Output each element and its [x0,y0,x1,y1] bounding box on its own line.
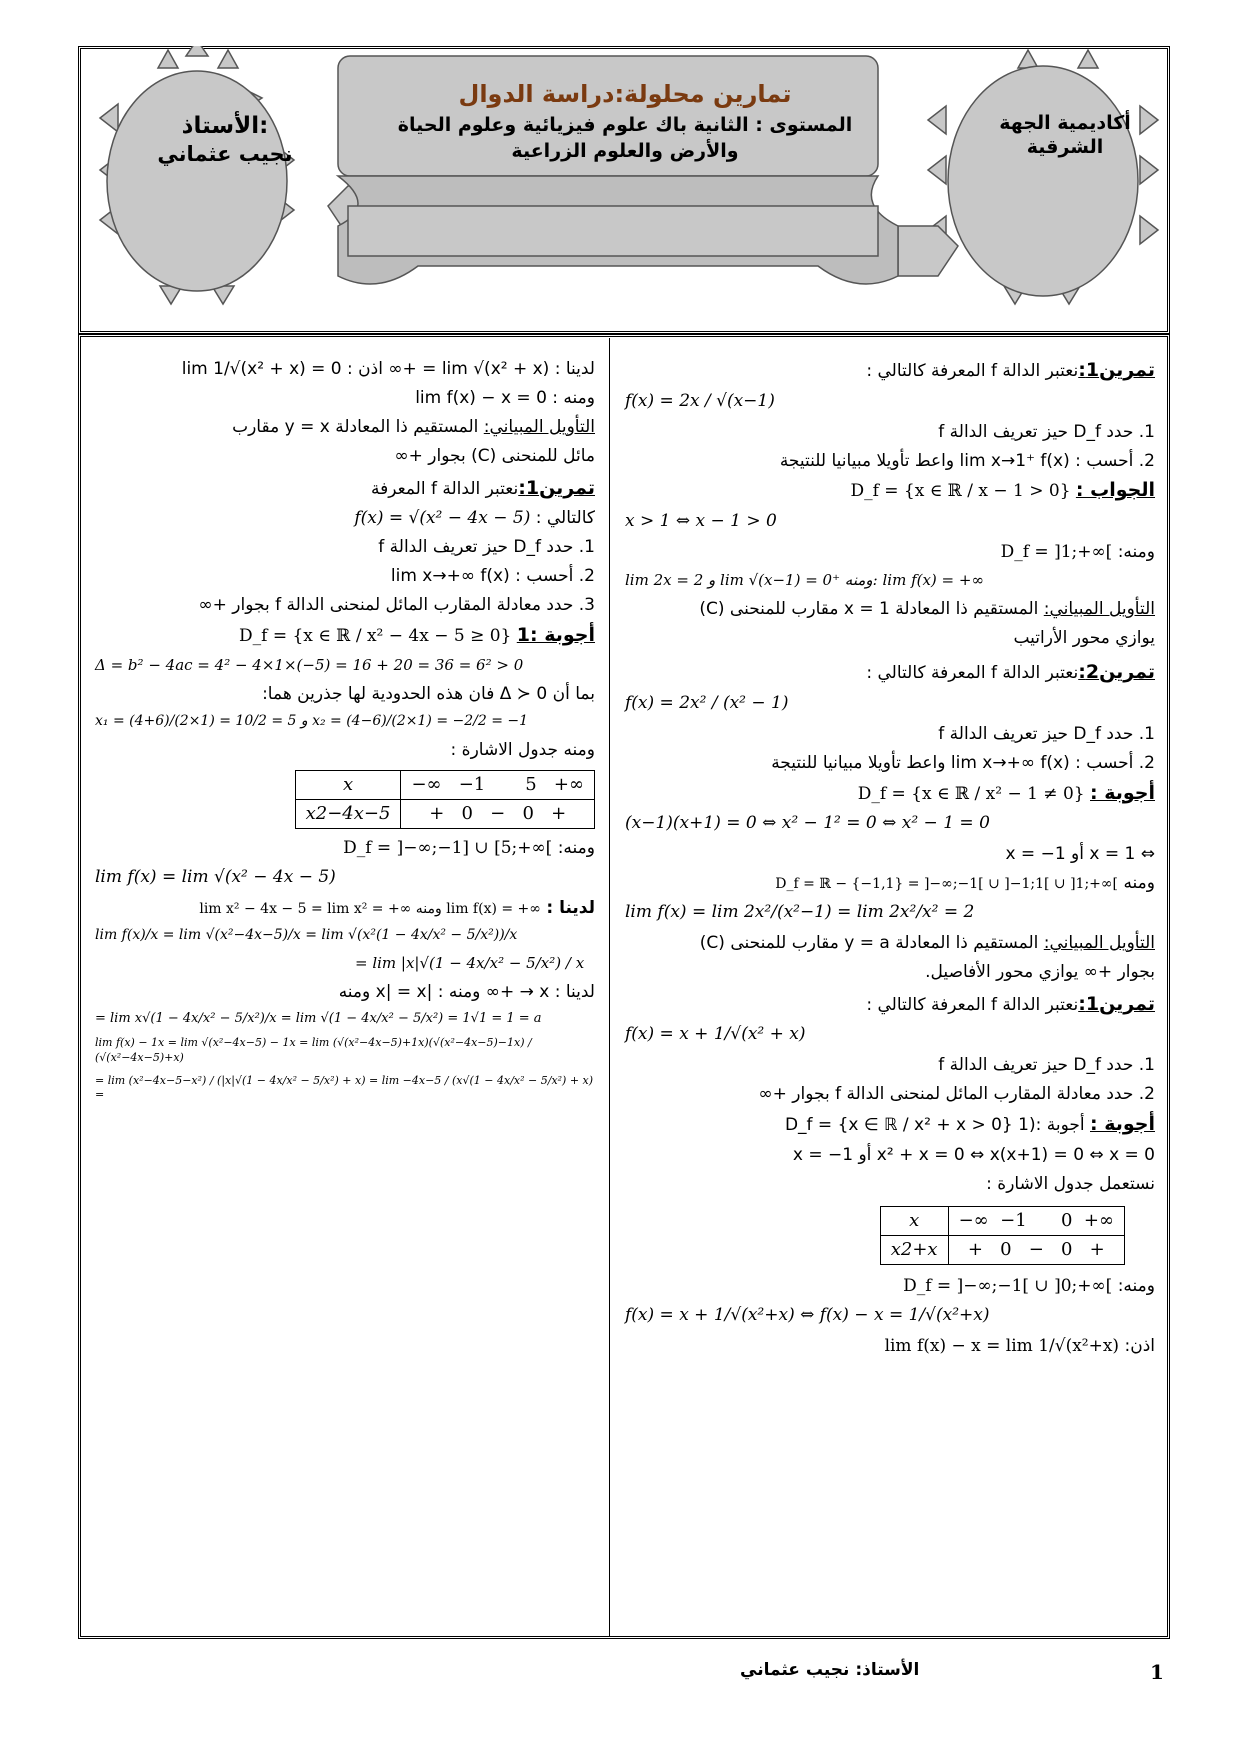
ex2-intro: نعتبر الدالة f المعرفة كالتالي : [866,663,1079,684]
table-cell: x [880,1206,948,1235]
table-row [295,770,594,799]
ex2-a2: (x−1)(x+1) = 0 ⇔ x² − 1² = 0 ⇔ x² − 1 = 0 [625,813,990,834]
ex1-interp: المستقيم ذا المعادلة x = 1 مقارب للمنحنى (C) [699,599,1039,620]
ex2-a3: ⇔ x = 1 أو x = −1 [1005,844,1155,865]
academy-badge [990,112,1140,160]
c3-label: التأويل المبياني: [483,416,595,437]
ex1-a3-label: ومنه: [1117,542,1155,563]
ex4-a14: = lim (x²−4x−5−x²) / (|x|√(1 − 4x/x² − 5/x²) + x) = lim −4x−5 / (x√(1 − 4x/x² − 5/x²) + x) = [95,1073,594,1102]
ex3-a3: نستعمل جدول الاشارة : [986,1173,1155,1194]
cell-text: + [551,803,567,825]
ex4-title: تمرين1: [518,476,595,499]
cell-text: 0 [1061,1209,1073,1231]
table-cell [948,1206,1124,1235]
ex2-interp: المستقيم ذا المعادلة y = a مقارب للمنحنى (C) [699,932,1039,953]
ex3-a2: x² + x = 0 ⇔ x(x+1) = 0 ⇔ x = 0 أو x = −1 [792,1144,1155,1165]
ex3-answer-label: أجوبة : [1090,1113,1155,1136]
ex3-a1: أجوبة :(1 D_f = {x ∈ ℝ / x² + x > 0} [784,1115,1085,1136]
ex3-func: f(x) = x + 1/√(x² + x) [625,1024,806,1045]
ex4-a7: lim f(x) = lim √(x² − 4x − 5) [95,867,336,888]
table-cell [401,800,595,829]
ex3-q2: 2. حدد معادلة المقارب المائل لمنحنى الدالة f بجوار +∞ [758,1084,1155,1105]
cell-text: +∞ [1083,1209,1114,1231]
cell-text: − [1028,1239,1044,1261]
ex1-interp-label: التأويل المبياني: [1043,599,1155,620]
table-cell [401,770,595,799]
cell-text: 0 [1061,1239,1073,1261]
cell-text: 0 [461,803,473,825]
table-cell: x2+x [880,1236,948,1265]
ex1-title: تمرين1: [1078,359,1155,381]
ex1-interp2: يوازي محور الأراتيب [1013,628,1155,649]
ex4-a6-label: ومنه: [557,838,595,859]
ex4-q3: 3. حدد معادلة المقارب المائل لمنحنى الدالة f بجوار +∞ [198,595,595,616]
cell-text: + [1089,1239,1105,1261]
ex2-a5: lim f(x) = lim 2x²/(x²−1) = lim 2x²/x² = 2 [625,902,975,922]
page-title: تمارين محلولة:دراسة الدوال [458,80,792,108]
cell-text: − [490,803,506,825]
ex2-title: تمرين2: [1078,661,1155,684]
c4: مائل للمنحنى (C) بجوار +∞ [394,445,595,466]
ex4-q1: 1. حدد D_f حيز تعريف الدالة f [378,537,595,558]
ex3-a4: D_f = ]−∞;−1[ ∪ ]0;+∞[ [903,1276,1113,1297]
ex1-func: f(x) = 2x / √(x−1) [625,390,775,411]
ex3-q1: 1. حدد D_f حيز تعريف الدالة f [938,1055,1155,1076]
level-line2: والأرض والعلوم الزراعية [511,139,739,162]
ex2-interp-label: التأويل المبياني: [1043,932,1155,953]
ex1-a4: lim 2x = 2 و lim √(x−1) = 0⁺ ومنه: lim f(x) = +∞ [625,570,984,589]
ex4-a9: lim f(x)/x = lim √(x²−4x−5)/x = lim √(x²(1 − 4x/x² − 5/x²))/x [95,927,518,944]
ex2-answer-label: أجوبة : [1090,781,1155,804]
ex4-intro: نعتبر الدالة f المعرفة [371,478,519,499]
ex4-a8: lim x² − 4x − 5 = lim x² = +∞ ومنه lim f(x) = +∞ [199,901,541,918]
ex4-func-label: كالتالي : [535,508,595,529]
teacher-name: نجيب عثماني [157,141,293,166]
c2: ومنه : lim f(x) − x = 0 [415,387,595,408]
ex4-answer-label: أجوبة :1 [516,624,595,647]
ex4-a5: ومنه جدول الاشارة : [450,739,595,760]
teacher-label: الأستاذ: [181,113,269,139]
ex1-answer-label: الجواب : [1075,479,1155,502]
banner-text [360,80,890,162]
ex2-q1: 1. حدد D_f حيز تعريف الدالة f [938,723,1155,744]
ex4-a4: x₁ = (4+6)/(2×1) = 10/2 = 5 و x₂ = (4−6)/(2×1) = −2/2 = −1 [95,712,529,729]
ex4-a8-label: لدينا : [546,898,595,919]
ex2-interp2: بجوار +∞ يوازي محور الأفاصيل. [925,961,1155,982]
table-cell [948,1236,1124,1265]
ex4-a10: = lim |x|√(1 − 4x/x² − 5/x²) / x [355,954,585,973]
right-column [625,358,1155,1364]
cell-text: −1 [1000,1209,1027,1231]
column-divider [609,338,610,1636]
ex4-a6: D_f = ]−∞;−1] ∪ [5;+∞[ [343,838,553,859]
table-cell: x [295,770,401,799]
ex1-a2: x > 1 ⇔ x − 1 > 0 [625,511,777,532]
c1: لدينا : lim √(x² + x) = +∞ اذن : lim 1/√(x² + x) = 0 [181,359,595,379]
table-row [880,1236,1124,1265]
table-row [295,800,594,829]
ex1-intro: نعتبر الدالة f المعرفة كالتالي : [866,361,1079,381]
ex3-a6-label: اذن: [1124,1336,1155,1357]
level-line1: المستوى : الثانية باك علوم فيزيائية وعلوم الحياة [397,114,853,136]
ex4-a13: lim f(x) − 1x = lim √(x²−4x−5) − 1x = lim (√(x²−4x−5)+1x)(√(x²−4x−5)−1x) / (√(x²−4x−5)+x) [95,1035,532,1064]
ex3-title: تمرين1: [1078,992,1155,1015]
right-medallion [928,50,1158,304]
ex4-a12: = lim x√(1 − 4x/x² − 5/x²)/x = lim √(1 − 4x/x² − 5/x²) = 1√1 = 1 = a [95,1011,542,1027]
ex3-sign-table [880,1206,1125,1266]
c3: المستقيم ذا المعادلة y = x مقارب [232,416,479,437]
left-medallion [100,46,294,304]
ex3-a5: f(x) = x + 1/√(x²+x) ⇔ f(x) − x = 1/√(x²+x) [625,1305,990,1326]
left-column [95,358,595,1111]
cell-text: −∞ [958,1209,989,1231]
cell-text: + [429,803,445,825]
ex2-q2: 2. أحسب : lim x→+∞ f(x) واعط تأويلا مبيانيا للنتيجة [771,752,1155,773]
academy-name: أكاديمية الجهة الشرقية [999,112,1131,158]
ex4-a3: بما أن Δ ≻ 0 فان هذه الحدودية لها جذرين هما: [262,684,595,705]
cell-text: 5 [525,773,537,795]
ex4-a1: D_f = {x ∈ ℝ / x² − 4x − 5 ≥ 0} [239,626,512,647]
ex4-a11: لدينا : x → +∞ ومنه : |x| = x ومنه [338,982,595,1003]
page-number: 1 [1150,1660,1164,1684]
ex1-a3: D_f = ]1;+∞[ [1000,542,1113,563]
table-row [880,1206,1124,1235]
ex2-a1: D_f = {x ∈ ℝ / x² − 1 ≠ 0} [857,783,1085,804]
cell-text: +∞ [553,773,584,795]
ex1-q2: 2. أحسب : lim x→1⁺ f(x) واعط تأويلا مبيانيا للنتيجة [779,450,1155,471]
ex4-a2: Δ = b² − 4ac = 4² − 4×1×(−5) = 16 + 20 = 36 = 6² > 0 [95,655,524,674]
ex1-a1: D_f = {x ∈ ℝ / x − 1 > 0} [850,481,1071,502]
ex4-func: f(x) = √(x² − 4x − 5) [354,508,531,529]
cell-text: −∞ [411,773,442,795]
ex3-a4-label: ومنه: [1117,1276,1155,1297]
ex4-sign-table [295,770,595,830]
ex2-a4: D_f = ℝ − {−1,1} = ]−∞;−1[ ∪ ]−1;1[ ∪ ]1;+∞[ [775,876,1119,893]
ex2-func: f(x) = 2x² / (x² − 1) [625,692,789,713]
cell-text: + [967,1239,983,1261]
teacher-badge [140,112,310,167]
footer-author: الأستاذ: نجيب عثماني [740,1660,920,1680]
table-cell: x2−4x−5 [295,800,401,829]
cell-text: −1 [458,773,486,795]
ex4-q2: 2. أحسب : lim x→+∞ f(x) [390,566,595,587]
ex2-a4-label: ومنه [1123,873,1155,894]
ex1-q1: 1. حدد D_f حيز تعريف الدالة f [938,421,1155,442]
cell-text: 0 [1000,1239,1012,1261]
ex3-a6: lim f(x) − x = lim 1/√(x²+x) [884,1336,1120,1357]
cell-text: 0 [522,803,534,825]
ex3-intro: نعتبر الدالة f المعرفة كالتالي : [866,994,1079,1015]
